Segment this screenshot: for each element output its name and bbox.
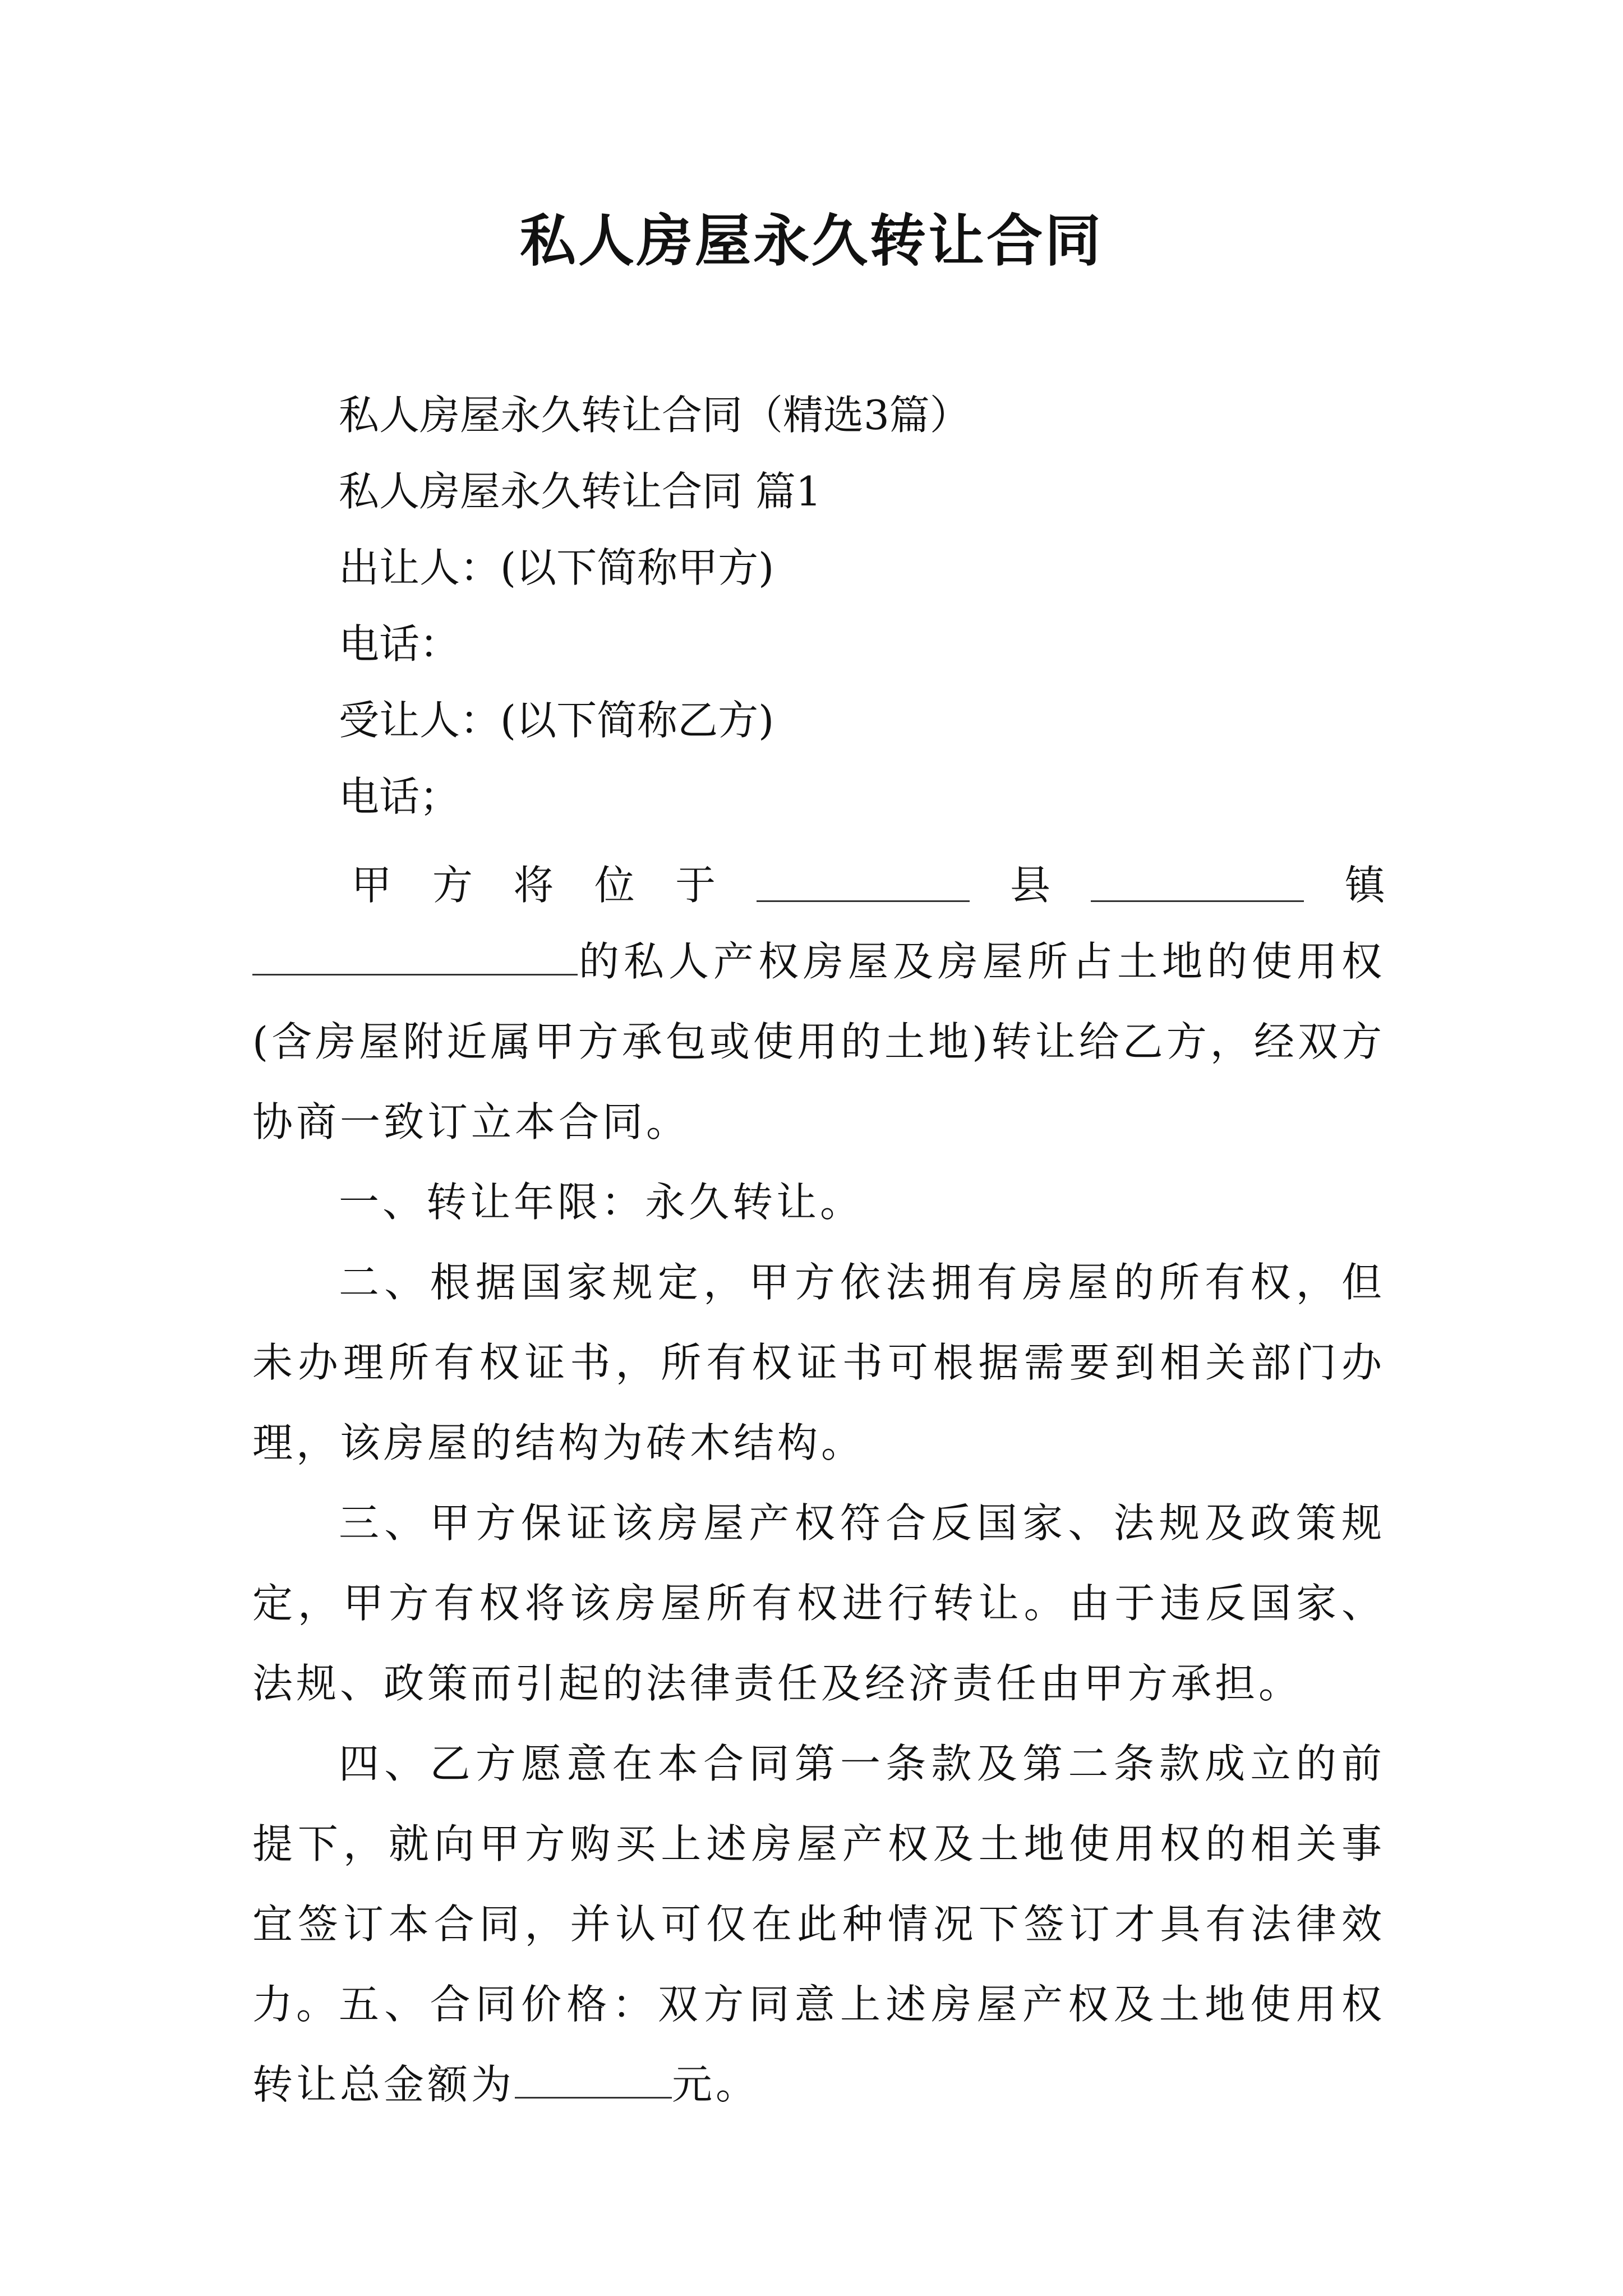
amount-blank <box>515 2058 672 2099</box>
county-blank <box>757 861 970 902</box>
intro-char: 方 <box>432 861 473 909</box>
clause-5-text: 五、合同价格：双方同意上述房屋产权及土地使用权转让总金额为 <box>252 1981 1385 2108</box>
intro-rest: 的私人产权房屋及房屋所占土地的使用权(含房屋附近属甲方承包或使用的土地)转让给乙方，经双方协商一致订立本合同。 <box>252 938 1385 1145</box>
intro-char: 位 <box>594 861 635 909</box>
intro-char: 将 <box>513 861 554 909</box>
seller-line: 出让人：(以下简称甲方) <box>339 544 774 591</box>
intro-char: 县 <box>1010 861 1051 909</box>
intro-char: 镇 <box>1344 861 1385 909</box>
clause-5 <box>252 1964 1385 2125</box>
address-blank <box>252 935 578 976</box>
document-subtitle: 私人房屋永久转让合同（精选3篇） <box>339 392 970 439</box>
section-heading: 私人房屋永久转让合同 篇1 <box>339 468 822 515</box>
clause-2: 二、根据国家规定，甲方依法拥有房屋的所有权，但未办理所有权证书，所有权证书可根据需要到相关部门办理，该房屋的结构为砖木结构。 <box>252 1259 1385 1466</box>
clause-1: 一、转让年限：永久转让。 <box>339 1179 864 1226</box>
town-blank <box>1091 861 1304 902</box>
clause-4: 四、乙方愿意在本合同第一条款及第二条款成立的前提下，就向甲方购买上述房屋产权及土地使用权的相关事宜签订本合同，并认可仅在此种情况下签订才具有法律效力。 <box>252 1740 1385 2028</box>
intro-char: 甲 <box>351 861 392 909</box>
intro-paragraph <box>252 922 1385 1162</box>
document-title: 私人房屋永久转让合同 <box>520 208 1103 274</box>
seller-phone: 电话： <box>339 620 460 668</box>
clause-5-suffix: 元。 <box>672 2061 760 2108</box>
buyer-phone: 电话； <box>339 773 460 820</box>
clause-3: 三、甲方保证该房屋产权符合反国家、法规及政策规定，甲方有权将该房屋所有权进行转让。由于违反国家、法规、政策而引起的法律责任及经济责任由甲方承担。 <box>252 1499 1385 1707</box>
intro-first-line <box>252 841 1385 922</box>
buyer-line: 受让人：(以下简称乙方) <box>339 697 774 744</box>
intro-char: 于 <box>675 861 716 909</box>
